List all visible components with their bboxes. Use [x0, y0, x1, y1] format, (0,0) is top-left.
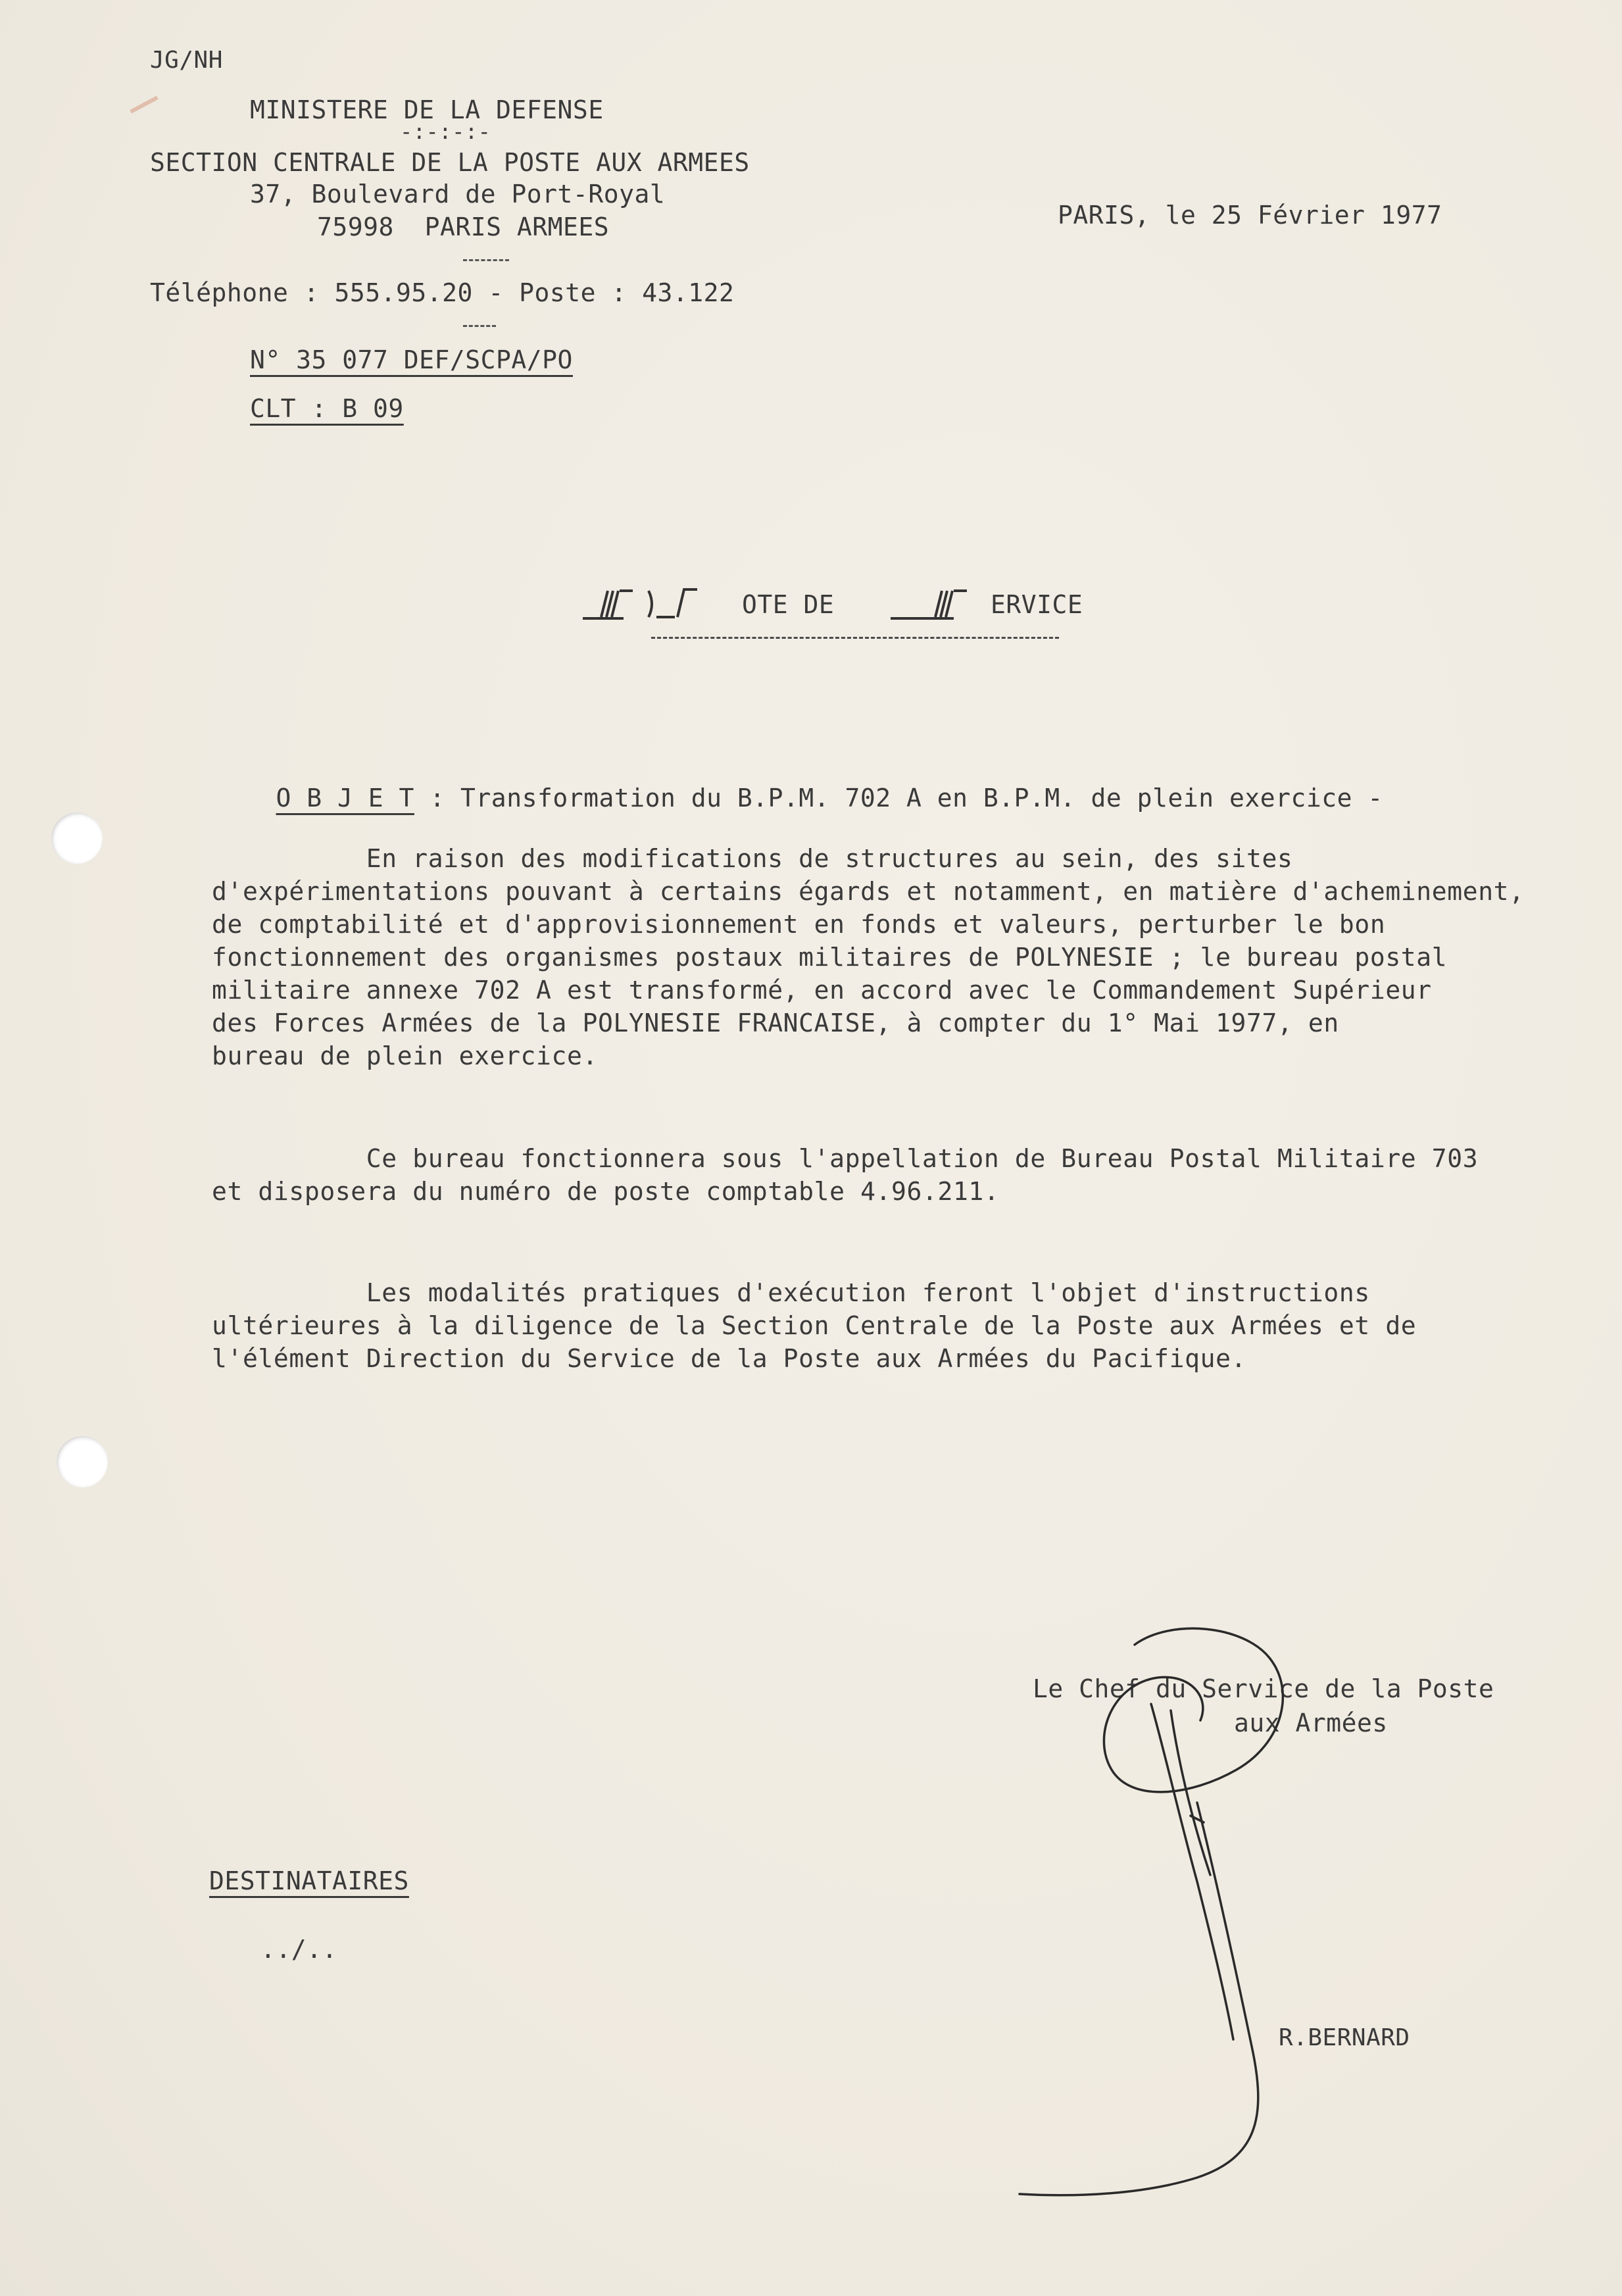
paragraph-3-line: Les modalités pratiques d'exécution feront l'objet d'instructions — [212, 1278, 1370, 1307]
paragraph-1-line: fonctionnement des organismes postaux militaires de POLYNESIE ; le bureau postal — [212, 943, 1448, 972]
paragraph-1-line: militaire annexe 702 A est transformé, en accord avec le Commandement Supérieur — [212, 976, 1432, 1005]
object-text: : Transformation du B.P.M. 702 A en B.P.M. de plein exercice - — [414, 784, 1383, 812]
punch-hole-bottom — [57, 1436, 108, 1487]
address-line-2: 75998 PARIS ARMEES — [317, 212, 610, 241]
telephone-line: Téléphone : 555.95.20 - Poste : 43.122 — [150, 278, 735, 307]
separator-dash-1 — [463, 259, 509, 261]
document-title — [579, 584, 1105, 624]
ministry-separator: -:-:-:- — [400, 119, 491, 144]
paragraph-2-line: et disposera du numéro de poste comptable 4.96.211. — [212, 1177, 1000, 1206]
section-name: SECTION CENTRALE DE LA POSTE AUX ARMEES — [150, 148, 750, 177]
recipients-label: DESTINATAIRES — [209, 1866, 409, 1895]
paragraph-1-line: d'expérimentations pouvant à certains égards et notamment, en matière d'acheminement, — [212, 877, 1525, 906]
reference-number: N° 35 077 DEF/SCPA/PO — [250, 345, 573, 374]
title-initial-s-glyph — [888, 584, 980, 624]
paragraph-2 — [212, 1142, 1606, 1208]
title-initial-n-glyph — [579, 584, 717, 624]
handwritten-signature — [1000, 1605, 1460, 2210]
title-text-1: OTE DE — [742, 590, 835, 619]
title-underline — [651, 637, 1059, 639]
paragraph-1-line: bureau de plein exercice. — [212, 1041, 598, 1070]
paragraph-1 — [212, 842, 1606, 1072]
paper-stain — [130, 96, 158, 114]
paragraph-3-line: ultérieures à la diligence de la Section Centrale de la Poste aux Armées et de — [212, 1311, 1417, 1340]
paragraph-3 — [212, 1276, 1606, 1375]
signatory-name: R.BERNARD — [1279, 2024, 1410, 2051]
punch-hole-top — [51, 812, 103, 864]
signatory-title-line-1: Le Chef du Service de la Poste — [1033, 1674, 1494, 1703]
object-label: O B J E T — [276, 784, 414, 812]
paragraph-1-line: de comptabilité et d'approvisionnement en fonds et valeurs, perturber le bon — [212, 910, 1386, 939]
classification-code: CLT : B 09 — [250, 394, 404, 423]
place-and-date: PARIS, le 25 Février 1977 — [1058, 201, 1442, 230]
paragraph-2-line: Ce bureau fonctionnera sous l'appellation de Bureau Postal Militaire 703 — [212, 1144, 1479, 1173]
paragraph-1-line: des Forces Armées de la POLYNESIE FRANCAISE, à compter du 1° Mai 1977, en — [212, 1009, 1339, 1037]
title-text-2: ERVICE — [991, 590, 1083, 619]
ministry-name: MINISTERE DE LA DEFENSE — [250, 95, 604, 124]
paragraph-3-line: l'élément Direction du Service de la Poste aux Armées du Pacifique. — [212, 1344, 1247, 1373]
address-line-1: 37, Boulevard de Port-Royal — [250, 180, 666, 209]
initials: JG/NH — [150, 47, 223, 74]
object-line — [214, 761, 1383, 836]
paragraph-1-line: En raison des modifications de structures au sein, des sites — [212, 844, 1293, 873]
signatory-title-line-2: aux Armées — [1234, 1709, 1388, 1737]
separator-dash-2 — [463, 325, 496, 327]
continuation-mark: ../.. — [260, 1935, 337, 1964]
